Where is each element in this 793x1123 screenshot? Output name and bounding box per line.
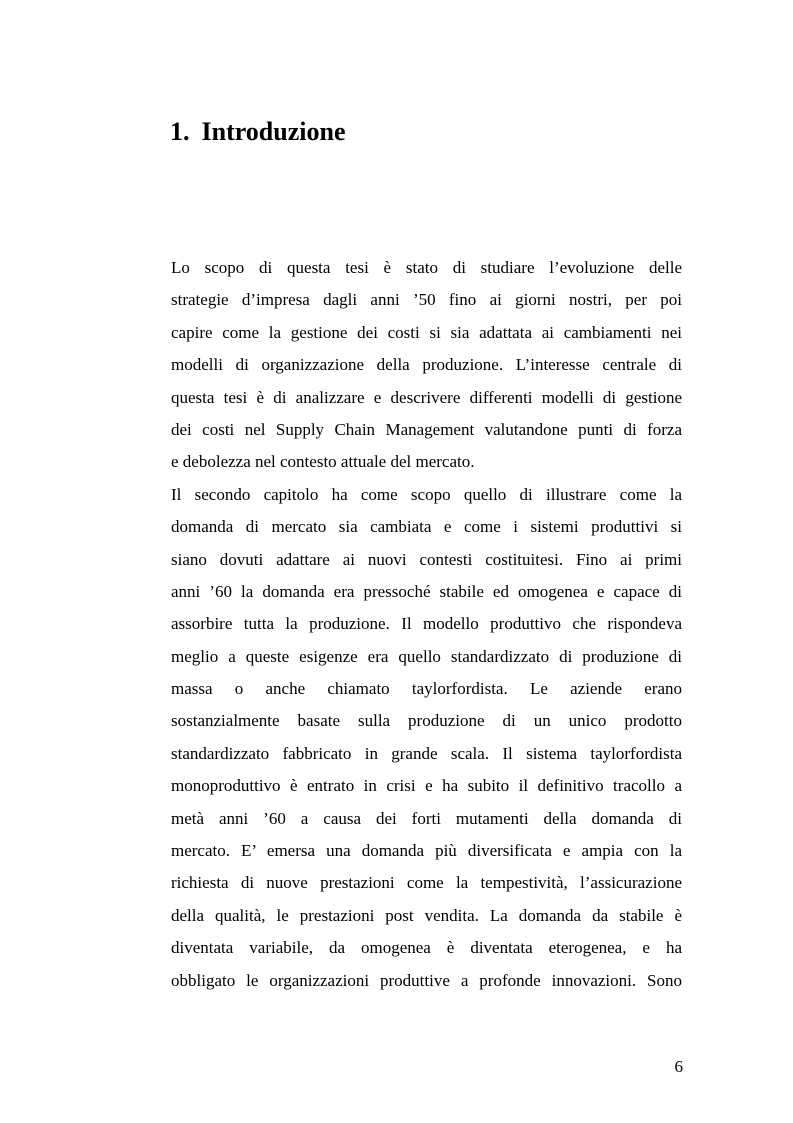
text-line: massa o anche chiamato taylorfordista. Le aziende erano [171, 679, 682, 699]
text-line: siano dovuti adattare ai nuovi contesti costituitesi. Fino ai primi [171, 549, 682, 569]
paragraph-2 [171, 479, 682, 997]
text-line: diventata variabile, da omogenea è diventata eterogenea, e ha [171, 938, 682, 958]
text-line: Lo scopo di questa tesi è stato di studiare l’evoluzione delle [171, 258, 682, 277]
text-line: dei costi nel Supply Chain Management valutandone punti di forza [171, 419, 682, 439]
page-number: 6 [674, 1057, 683, 1076]
chapter-title-text: Introduzione [201, 117, 346, 146]
text-line: e debolezza nel contesto attuale del mercato. [171, 452, 475, 472]
text-line: standardizzato fabbricato in grande scala. Il sistema taylorfordista [171, 743, 682, 763]
text-line: questa tesi è di analizzare e descrivere differenti modelli di gestione [171, 387, 682, 407]
text-line: obbligato le organizzazioni produttive a profonde innovazioni. Sono [171, 970, 682, 990]
text-line: monoproduttivo è entrato in crisi e ha subito il definitivo tracollo a [171, 776, 682, 796]
text-line: sostanzialmente basate sulla produzione di un unico prodotto [171, 711, 682, 731]
text-line: assorbire tutta la produzione. Il modello produttivo che rispondeva [171, 614, 682, 634]
text-line: capire come la gestione dei costi si sia adattata ai cambiamenti nei [171, 322, 682, 342]
body-text [171, 252, 682, 997]
text-line: meglio a queste esigenze era quello standardizzato di produzione di [171, 646, 682, 666]
text-line: anni ’60 la domanda era pressoché stabile ed omogenea e capace di [171, 581, 682, 601]
chapter-number: 1. [170, 117, 190, 146]
text-line: strategie d’impresa dagli anni ’50 fino ai giorni nostri, per poi [171, 290, 682, 310]
paragraph-1 [171, 252, 682, 479]
text-line: Il secondo capitolo ha come scopo quello di illustrare come la [171, 484, 682, 504]
text-line: modelli di organizzazione della produzione. L’interesse centrale di [171, 355, 682, 375]
text-line: domanda di mercato sia cambiata e come i sistemi produttivi si [171, 517, 682, 537]
text-line: mercato. E’ emersa una domanda più diversificata e ampia con la [171, 841, 682, 861]
text-line: richiesta di nuove prestazioni come la tempestività, l’assicurazione [171, 873, 682, 893]
chapter-title [170, 112, 346, 152]
text-line: della qualità, le prestazioni post vendita. La domanda da stabile è [171, 905, 682, 925]
text-line: metà anni ’60 a causa dei forti mutamenti della domanda di [171, 808, 682, 828]
